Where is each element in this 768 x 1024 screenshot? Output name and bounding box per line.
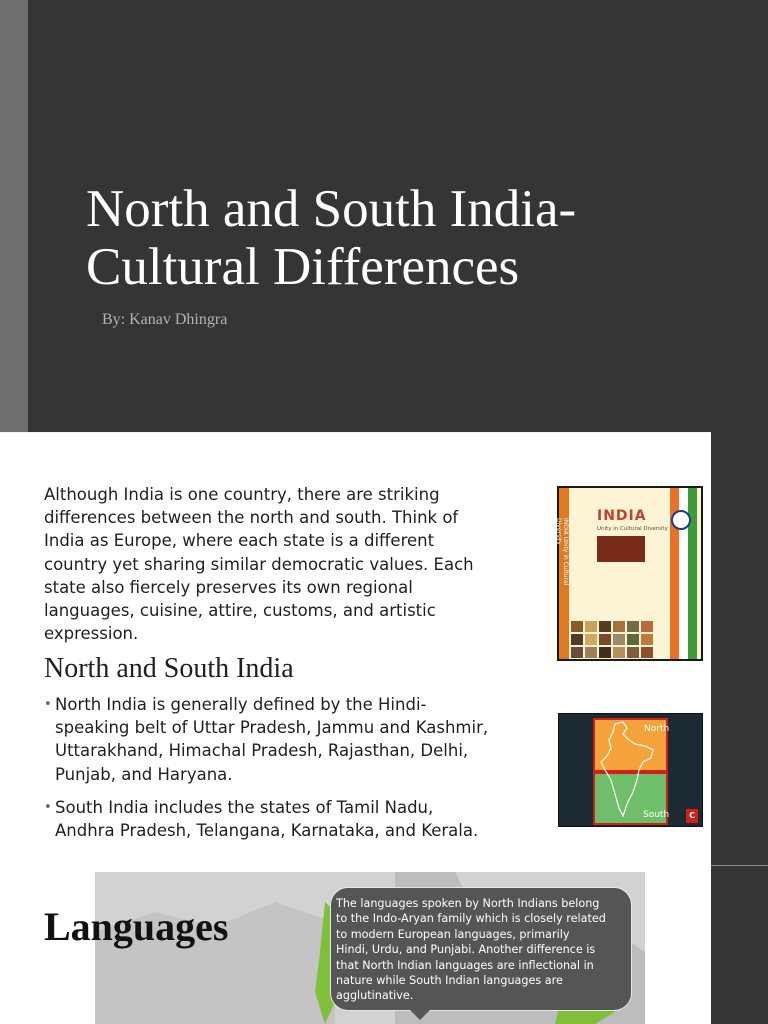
intro-line: expression. <box>44 624 139 644</box>
bullet-item-south <box>44 796 554 842</box>
book-spine-text: INDIA Unity in Cultural Diversity <box>555 518 569 586</box>
callout-line: that North Indian languages are inflectional in <box>336 958 594 972</box>
callout-line: Hindi, Urdu, and Punjabi. Another difference is <box>336 943 596 957</box>
india-outline-icon <box>593 718 668 825</box>
intro-paragraph <box>44 483 544 645</box>
bullet-list <box>44 693 554 852</box>
map-logo-badge: C <box>686 809 698 823</box>
callout-line: agglutinative. <box>336 989 414 1003</box>
intro-line: India as Europe, where each state is a different <box>44 531 435 551</box>
book-photo <box>597 536 645 562</box>
presentation-title <box>86 180 706 296</box>
book-cover-image <box>557 486 703 661</box>
intro-line: country yet sharing similar democratic values. Each <box>44 554 474 574</box>
callout-line: to the Indo-Aryan family which is closely related <box>336 912 606 926</box>
callout-pointer <box>410 1010 430 1020</box>
title-line: North and South India- <box>86 180 577 238</box>
bullet-line: Punjab, and Haryana. <box>55 764 233 784</box>
slide-accent-band <box>0 0 28 432</box>
book-photo-mosaic <box>571 566 655 658</box>
emblem-icon <box>671 510 691 530</box>
background-strip <box>711 432 768 1024</box>
bullet-line: Andhra Pradesh, Telangana, Karnataka, and Kerala. <box>55 821 479 841</box>
languages-callout <box>330 887 632 1011</box>
bullet-line: • South India includes the states of Tamil Nadu, <box>55 797 434 817</box>
intro-line: state also fiercely preserves its own regional <box>44 577 413 597</box>
bullet-line: • North India is generally defined by the Hindi- <box>55 695 427 714</box>
languages-heading: Languages <box>44 904 229 949</box>
map-north-label: North <box>644 724 670 734</box>
intro-line: Although India is one country, there are striking <box>44 485 440 504</box>
divider-line <box>711 865 768 866</box>
author-line: By: Kanav Dhingra <box>102 311 228 328</box>
bullet-line: Uttarakhand, Himachal Pradesh, Rajasthan, Delhi, <box>55 741 469 761</box>
callout-line: nature while South Indian languages are <box>336 974 563 988</box>
intro-line: differences between the north and south. Think of <box>44 508 459 528</box>
callout-line: to modern European languages, primarily <box>336 927 570 941</box>
callout-line: The languages spoken by North Indians belong <box>336 897 600 910</box>
intro-line: languages, cuisine, attire, customs, and artistic <box>44 601 436 621</box>
india-map-image <box>558 713 703 827</box>
title-line: Cultural Differences <box>86 238 520 296</box>
title-slide <box>0 0 768 432</box>
map-south-label: South <box>643 810 670 820</box>
bullet-item-north <box>44 693 554 786</box>
book-title: INDIA <box>597 508 647 524</box>
content-slide <box>0 433 711 1024</box>
section-heading: North and South India <box>44 653 294 684</box>
book-subtitle: Unity in Cultural Diversity <box>597 526 668 532</box>
bullet-line: speaking belt of Uttar Pradesh, Jammu and Kashmir, <box>55 718 489 738</box>
